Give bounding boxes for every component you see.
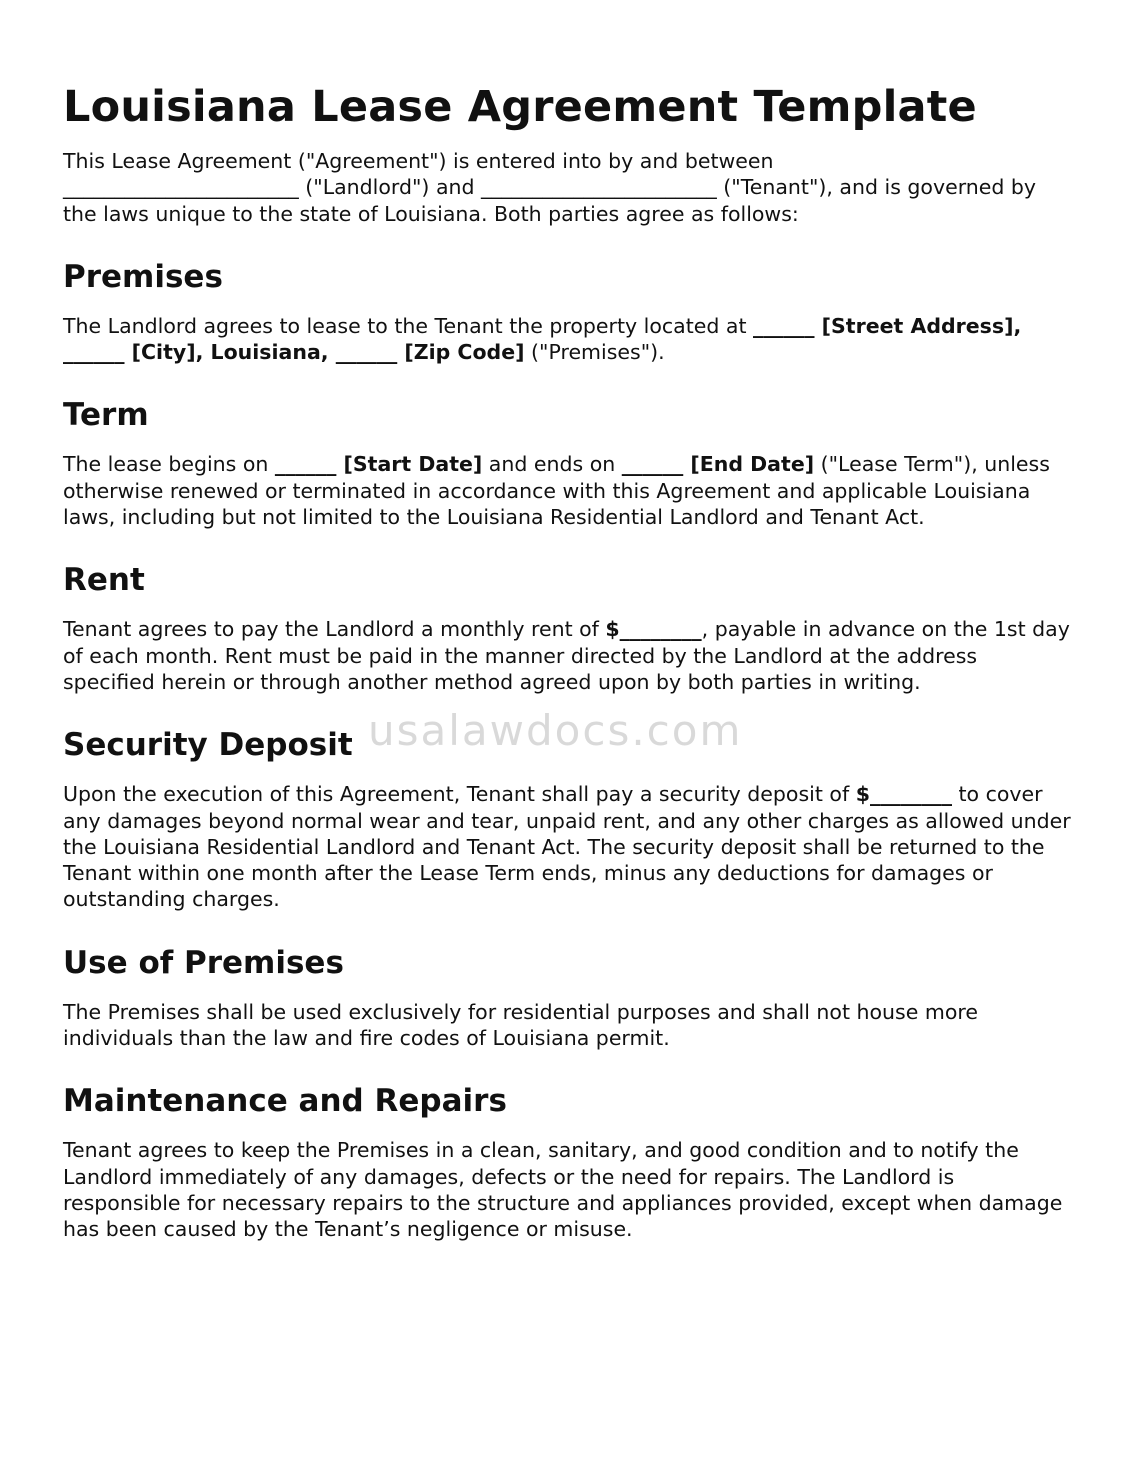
use-paragraph: The Premises shall be used exclusively for residential purposes and shall not house more individuals than the law and fire codes of Louisiana permit. (63, 999, 978, 1051)
intro-paragraph (63, 148, 1073, 227)
intro-text-1: This Lease Agreement ("Agreement") is entered into by and between (63, 149, 774, 173)
landlord-name-blank: _______________________ (63, 175, 299, 200)
section-heading-security-deposit: Security Deposit (63, 727, 353, 764)
rent-tail: , payable in advance on the 1st day of each month. Rent must be paid in the manner directed by the Landlord at the address specified herein or through another method agreed upon by both parties in writing. (63, 617, 1070, 694)
deposit-amount-blank: $________ (855, 782, 952, 807)
page-title: Louisiana Lease Agreement Template (63, 82, 977, 132)
watermark-text: usalawdocs.com (368, 706, 743, 755)
rent-lead: Tenant agrees to pay the Landlord a monthly rent of (63, 617, 606, 642)
section-heading-term: Term (63, 397, 149, 434)
premises-paragraph (63, 313, 1073, 366)
premises-lead: The Landlord agrees to lease to the Tenant the property located at (63, 313, 754, 338)
deposit-tail: to cover any damages beyond normal wear and tear, unpaid rent, and any other charges as allowed under the Louisiana Residential Landlord and Tenant Act. The security deposit shall be returned to the Tenant within one month after the Lease Term ends, minus any deductions for damages or outstanding charges. (63, 782, 1071, 912)
rent-paragraph (63, 616, 1073, 695)
section-heading-use-of-premises: Use of Premises (63, 944, 344, 981)
term-tail: ("Lease Term"), unless otherwise renewed or terminated in accordance with this Agreement and applicable Louisiana laws, including but not limited to the Louisiana Residential Landlord and Tenant Act. (63, 452, 1050, 530)
term-start-date: ______ [Start Date] (274, 452, 483, 477)
section-heading-maintenance: Maintenance and Repairs (63, 1083, 507, 1120)
document-page (63, 78, 1073, 1273)
section-heading-premises: Premises (63, 258, 223, 295)
premises-tail: ("Premises"). (524, 340, 665, 365)
rent-amount-blank: $________ (605, 617, 702, 642)
maintenance-paragraph: Tenant agrees to keep the Premises in a clean, sanitary, and good condition and to notify the Landlord immediately of any damages, defects or the need for repairs. The Landlord is responsible for necessary repairs to the structure and appliances provided, except when damage has been caused by the Tenant’s negligence or misuse. (63, 1138, 1063, 1242)
deposit-lead: Upon the execution of this Agreement, Tenant shall pay a security deposit of (63, 782, 856, 807)
tenant-name-blank: _______________________ (481, 175, 717, 200)
section-heading-rent: Rent (63, 562, 145, 599)
intro-text-3: ("Tenant"), and is governed by the laws unique to the state of Louisiana. Both parties agree as follows: (63, 175, 1037, 226)
premises-address-fields: ______ [Street Address], ______ [City], Louisiana, ______ [Zip Code] (63, 313, 1022, 365)
intro-text-2: ("Landlord") and (298, 175, 482, 200)
deposit-paragraph (63, 781, 1073, 912)
term-end-date: ______ [End Date] (621, 452, 815, 477)
term-paragraph (63, 451, 1073, 530)
term-mid: and ends on (482, 452, 622, 477)
term-lead: The lease begins on (63, 452, 275, 477)
